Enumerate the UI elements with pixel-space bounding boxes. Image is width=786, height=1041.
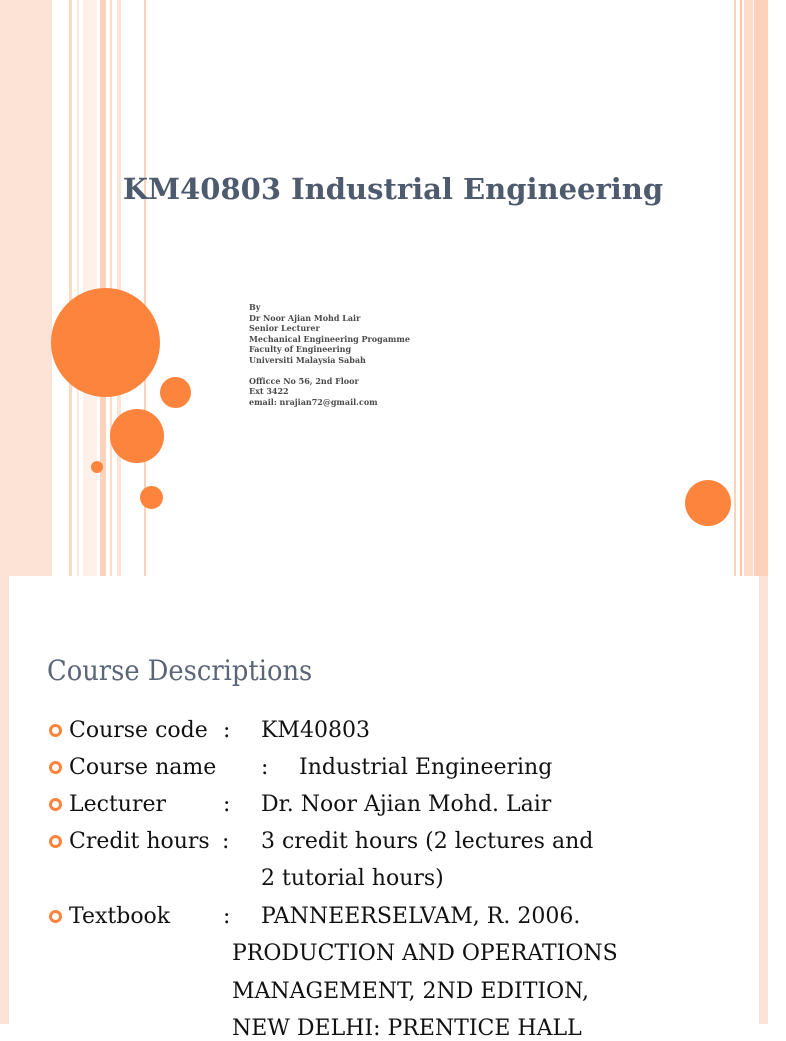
item-label: Lecturer (69, 792, 167, 817)
ring-bullet-icon (49, 798, 62, 811)
list-item (0, 718, 768, 748)
item-value: Dr. Noor Ajian Mohd. Lair (261, 792, 552, 817)
item-colon: : (223, 792, 231, 817)
decorative-circle (685, 480, 731, 526)
ring-bullet-icon (49, 724, 62, 737)
byline-line: Senior Lecturer (249, 323, 320, 334)
item-colon: : (223, 718, 231, 743)
list-item (0, 755, 768, 785)
list-item (0, 829, 768, 859)
ring-bullet-icon (49, 835, 62, 848)
byline-line: Officce No 56, 2nd Floor (249, 375, 359, 386)
list-item (0, 904, 768, 934)
byline-line: Universiti Malaysia Sabah (249, 354, 366, 365)
item-value: 3 credit hours (2 lectures and (261, 829, 594, 854)
ring-bullet-icon (49, 910, 62, 923)
item-continuation: NEW DELHI: PRENTICE HALL (232, 1016, 582, 1041)
item-label: Credit hours (69, 829, 210, 854)
left-stripe (77, 0, 79, 576)
decorative-circle (160, 377, 191, 408)
item-colon: : (222, 829, 230, 854)
decorative-circle (140, 486, 163, 509)
item-label: Course name (69, 755, 217, 780)
right-stripe (754, 0, 768, 576)
author-info (249, 302, 549, 407)
item-continuation: 2 tutorial hours) (261, 866, 444, 891)
right-stripe (734, 0, 736, 576)
item-label: Textbook (69, 904, 171, 929)
right-stripe (744, 0, 753, 576)
right-stripe (740, 0, 742, 576)
section-title: Course Descriptions (47, 654, 313, 687)
item-continuation: PRODUCTION AND OPERATIONS (232, 941, 618, 966)
list-item (0, 792, 768, 822)
content-slide (0, 576, 768, 1041)
byline-line: Faculty of Engineering (249, 344, 352, 355)
byline-line: By (249, 302, 261, 312)
left-stripe (0, 0, 52, 576)
item-value: PANNEERSELVAM, R. 2006. (261, 904, 581, 929)
left-stripe (69, 0, 72, 576)
byline-line: Mechanical Engineering Progamme (249, 333, 410, 344)
item-colon: : (261, 755, 269, 780)
slide-title: KM40803 Industrial Engineering (122, 172, 664, 206)
item-value: KM40803 (261, 718, 370, 743)
item-label: Course code (69, 718, 208, 743)
byline-line: Ext 3422 (249, 386, 289, 397)
item-continuation: MANAGEMENT, 2ND EDITION, (232, 979, 589, 1004)
item-value: Industrial Engineering (299, 755, 553, 780)
item-colon: : (223, 904, 231, 929)
decorative-circle (91, 461, 103, 473)
byline-line: email: nrajian72@gmail.com (249, 396, 378, 407)
decorative-circle (51, 288, 160, 397)
decorative-circle (110, 409, 164, 463)
ring-bullet-icon (49, 761, 62, 774)
byline-line: Dr Noor Ajian Mohd Lair (249, 312, 361, 323)
left-stripe (117, 0, 121, 576)
